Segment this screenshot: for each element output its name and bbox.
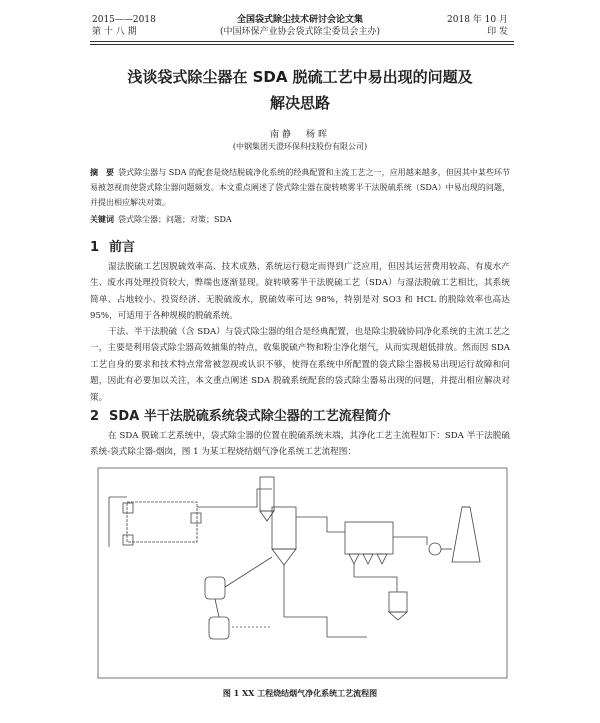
duct-to-silo [197, 489, 272, 507]
header-proceedings-title: 全国袋式除尘技术研讨会论文集 [236, 15, 363, 25]
header-center [0, 14, 600, 38]
section-1-paragraph-1: 湿法脱硫工艺因脱硫效率高、技术成熟、系统运行稳定而得到广泛应用，但因其运营费用较高、有废水产生、废水再处理投资较大，弊端也逐渐显现。旋转喷雾半干法脱硫工艺（SDA）与湿法脱硫工艺相比，其系统简单、占地较小、投资经济、无脱硫废水，脱硫效率可达 98%，特别是对 SO3 和 HCL 的脱除效率也高达 95%，可适用于各种规模的脱硫系统。 [90, 262, 510, 322]
hopper-3 [377, 554, 387, 564]
header-rule [90, 41, 514, 42]
fan-right [191, 513, 201, 523]
sda-cone [272, 549, 296, 565]
section-1-paragraph-2: 干法、半干法脱硫（含 SDA）与袋式除尘器的组合是经典配置，也是除尘脱硫协同净化系统的主流工艺之一，主要是利用袋式除尘器高效捕集的特点，收集脱硫产物和粉尘净化烟气，从而实现超低排放。然而因 SDA 工艺自身的要求和技术特点常常被忽视或认识不够，使得在系统中所配置的袋式除尘器极易出现运行故障和问题，因此有必要加以关注，本文重点阐述 SDA 脱硫系统配套的袋式除尘器易出现的问题，并提出相应解决对策。 [90, 327, 510, 403]
chimney [452, 507, 480, 562]
affiliation: (中钢集团天澄环保科技股份有限公司) [232, 142, 368, 151]
duct-to-filter [296, 517, 345, 532]
slurry-tank-2 [209, 617, 229, 639]
section-2-title: SDA 半干法脱硫系统袋式除尘器的工艺流程简介 [109, 409, 391, 424]
paper-title-line2: 解决思路 [269, 94, 330, 112]
section-1-title: 前言 [109, 240, 136, 255]
keywords [90, 214, 232, 225]
return-line [284, 617, 367, 637]
slurry-tank-1 [205, 577, 225, 599]
section-2-heading [90, 405, 391, 424]
ash-silo [389, 592, 407, 612]
header-organizer: (中国环保产业协会袋式除尘委员会主办) [219, 27, 381, 37]
section-1-heading [90, 236, 135, 255]
slurry-line [225, 557, 272, 587]
sda-tower [272, 507, 296, 549]
bag-filter [345, 522, 393, 554]
keywords-text: 袋式除尘器；问题；对策；SDA [118, 215, 232, 224]
abstract-label: 摘 要 [90, 168, 115, 177]
duct-to-fan [393, 537, 427, 545]
header-printed: 印 发 [487, 27, 508, 37]
figure-caption: 图 1 XX 工程烧结烟气净化系统工艺流程图 [222, 688, 378, 698]
header-right [447, 14, 508, 38]
process-flow-diagram [97, 467, 508, 679]
flue-loop [127, 502, 197, 542]
hopper-2 [363, 554, 373, 564]
paper-title-line1: 浅谈袋式除尘器在 SDA 脱硫工艺中易出现的问题及 [127, 68, 473, 86]
lime-silo [260, 477, 274, 511]
abstract-text: 袋式除尘器与 SDA 的配套是烧结脱硫净化系统的经典配置和主流工艺之一，应用越来越多，但因其中某些环节易被忽视而使袋式除尘器问题频发。本文重点阐述了袋式除尘器在旋转喷雾半干法脱硫系统（SDA）中易出现的问题，并提出相应解决对策。 [90, 168, 510, 207]
header-date: 2018 年 10 月 [447, 15, 508, 25]
section-1-number: 1 [90, 240, 100, 255]
authors: 南静 杨晖 [269, 130, 330, 140]
header-issue: 第 十 八 期 [92, 27, 137, 37]
header-rule-thin [90, 44, 514, 45]
fan-left-bottom [123, 535, 133, 545]
header-year-range: 2015——2018 [92, 15, 156, 25]
fan-left-top [123, 503, 133, 513]
section-2-number: 2 [90, 409, 100, 424]
keywords-label: 关键词 [90, 215, 114, 224]
hopper-1 [349, 554, 359, 564]
ash-conveyor [354, 577, 397, 592]
section-2-paragraph-1: 在 SDA 脱硫工艺系统中，袋式除尘器的位置在脱硫系统末端，其净化工艺主流程如下：SDA 半干法脱硫系统-袋式除尘器-烟囱，图 1 为某工程烧结烟气净化系统工艺流程图： [90, 431, 510, 458]
diagram-border [98, 468, 507, 678]
induced-draft-fan [429, 543, 441, 555]
abstract [90, 165, 510, 210]
